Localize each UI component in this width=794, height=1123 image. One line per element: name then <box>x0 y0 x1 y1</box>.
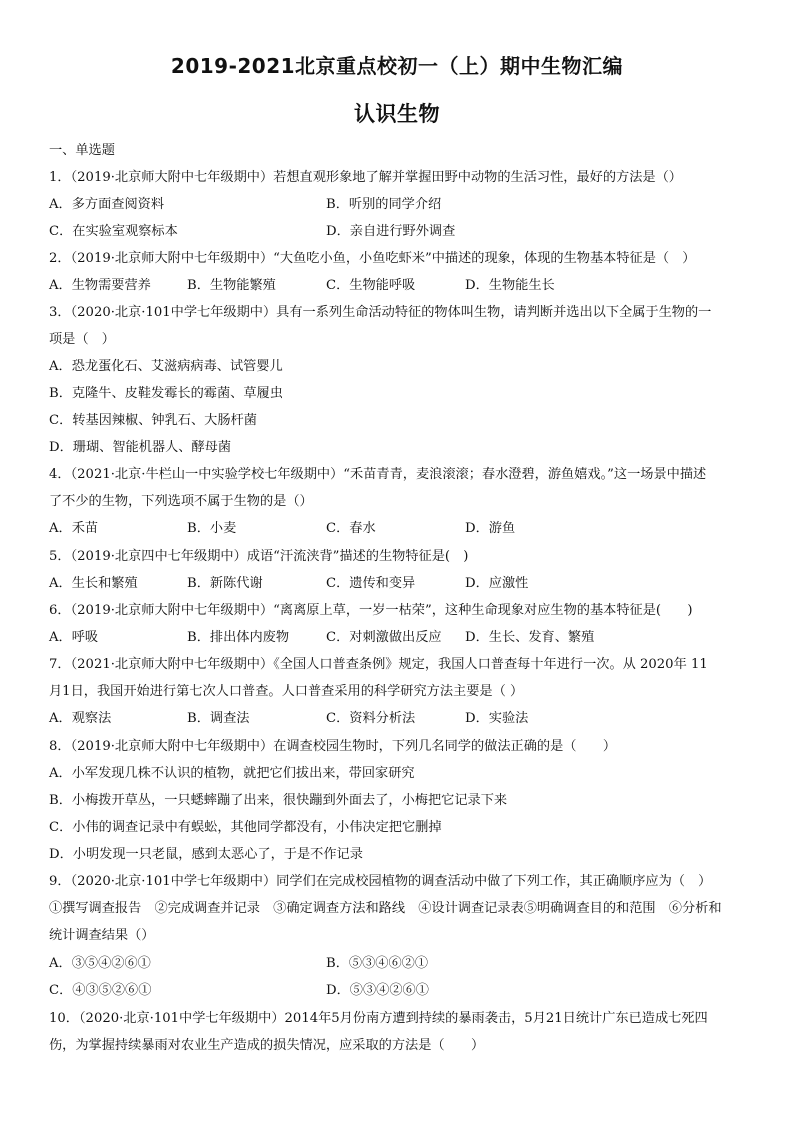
option-a: A．禾苗 <box>49 521 99 536</box>
option-a: A．小军发现几株不认识的植物，就把它们拔出来，带回家研究 <box>49 766 415 781</box>
option-c: C．④③⑤②⑥① <box>49 983 152 998</box>
question-stem: 6．（2019·北京师大附中七年级期中）“离离原上草，一岁一枯荣”，这种生命现象对应生物的基本特征是( ) <box>49 603 693 618</box>
option-a: A．生长和繁殖 <box>49 576 138 591</box>
option-a: A．生物需要营养 <box>49 278 151 293</box>
question-stem: 1．（2019·北京师大附中七年级期中）若想直观形象地了解并掌握田野中动物的生活习性，最好的方法是（） <box>49 170 682 185</box>
option-c: C．资料分析法 <box>326 711 416 726</box>
option-d: D．实验法 <box>465 711 529 726</box>
option-c: C．遗传和变异 <box>326 576 416 591</box>
option-a: A．恐龙蛋化石、艾滋病病毒、试管婴儿 <box>49 359 283 374</box>
option-b: B．⑤③④⑥②① <box>326 956 429 971</box>
question-stem: 了不少的生物，下列选项不属于生物的是（） <box>49 494 313 509</box>
question-stem: 3．（2020·北京·101中学七年级期中）具有一系列生命活动特征的物体叫生物，请判断并选出以下全属于生物的一 <box>49 305 712 320</box>
option-b: B．排出体内废物 <box>187 630 290 645</box>
question-stem: 2．（2019·北京师大附中七年级期中）“大鱼吃小鱼，小鱼吃虾米”中描述的现象，体现的生物基本特征是（ ） <box>49 251 696 266</box>
document-subtitle: 认识生物 <box>354 102 440 126</box>
question-stem: 伤，为掌握持续暴雨对农业生产造成的损失情况，应采取的方法是（ ） <box>49 1038 485 1053</box>
option-d: D．生长、发育、繁殖 <box>465 630 595 645</box>
option-d: D．亲自进行野外调查 <box>326 224 456 239</box>
question-stem: 9．（2020·北京·101中学七年级期中）同学们在完成校园植物的调查活动中做了下列工作，其正确顺序应为（ ） <box>49 874 712 889</box>
option-d: D．应激性 <box>465 576 529 591</box>
option-a: A．观察法 <box>49 711 112 726</box>
question-stem: 4．（2021·北京·牛栏山一中实验学校七年级期中）“禾苗青青，麦浪滚滚；春水澄碧，游鱼嬉戏。”这一场景中描述 <box>49 467 707 482</box>
option-a: A．多方面查阅资料 <box>49 197 165 212</box>
option-b: B．新陈代谢 <box>187 576 263 591</box>
question-stem: 10．（2020·北京·101中学七年级期中）2014年5月份南方遭到持续的暴雨袭击，5月21日统计广东已造成七死四 <box>49 1011 708 1026</box>
option-a: A．③⑤④②⑥① <box>49 956 151 971</box>
section-heading: 一、单选题 <box>49 143 115 158</box>
option-b: B．调查法 <box>187 711 250 726</box>
question-stem: 7．（2021·北京师大附中七年级期中）《全国人口普查条例》规定，我国人口普查每十年进行一次。从 2020年 11 <box>49 657 708 672</box>
document-title: 2019-2021北京重点校初一（上）期中生物汇编 <box>170 54 624 78</box>
option-d: D．⑤③④②⑥① <box>326 983 429 998</box>
option-c: C．小伟的调查记录中有蜈蚣，其他同学都没有，小伟决定把它删掉 <box>49 820 442 835</box>
option-d: D．小明发现一只老鼠，感到太恶心了，于是不作记录 <box>49 847 363 862</box>
option-b: B．听别的同学介绍 <box>326 197 442 212</box>
question-stem: 8．（2019·北京师大附中七年级期中）在调查校园生物时，下列几名同学的做法正确的是（ ） <box>49 739 617 754</box>
option-d: D．珊瑚、智能机器人、酵母菌 <box>49 440 232 455</box>
question-stem: ①撰写调查报告 ②完成调查并记录 ③确定调查方法和路线 ④设计调查记录表⑤明确调查目的和范围 ⑥分析和 <box>49 901 722 916</box>
question-stem: 统计调查结果（） <box>49 928 155 943</box>
option-d: D．游鱼 <box>465 521 516 536</box>
question-stem: 5．（2019·北京四中七年级期中）成语“汗流浃背”描述的生物特征是( ) <box>49 549 469 564</box>
option-d: D．生物能生长 <box>465 278 555 293</box>
option-c: C．对刺激做出反应 <box>326 630 442 645</box>
option-c: C．生物能呼吸 <box>326 278 416 293</box>
option-a: A．呼吸 <box>49 630 99 645</box>
option-b: B．小梅拨开草丛，一只蟋蟀蹦了出来，很快蹦到外面去了，小梅把它记录下来 <box>49 793 508 808</box>
question-stem: 项是（ ） <box>49 332 115 347</box>
option-c: C．在实验室观察标本 <box>49 224 178 239</box>
option-b: B．小麦 <box>187 521 237 536</box>
option-b: B．生物能繁殖 <box>187 278 276 293</box>
question-stem: 月1日，我国开始进行第七次人口普查。人口普查采用的科学研究方法主要是（ ） <box>49 684 524 699</box>
option-c: C．转基因辣椒、钟乳石、大肠杆菌 <box>49 413 257 428</box>
option-b: B．克隆牛、皮鞋发霉长的霉菌、草履虫 <box>49 386 283 401</box>
option-c: C．春水 <box>326 521 376 536</box>
